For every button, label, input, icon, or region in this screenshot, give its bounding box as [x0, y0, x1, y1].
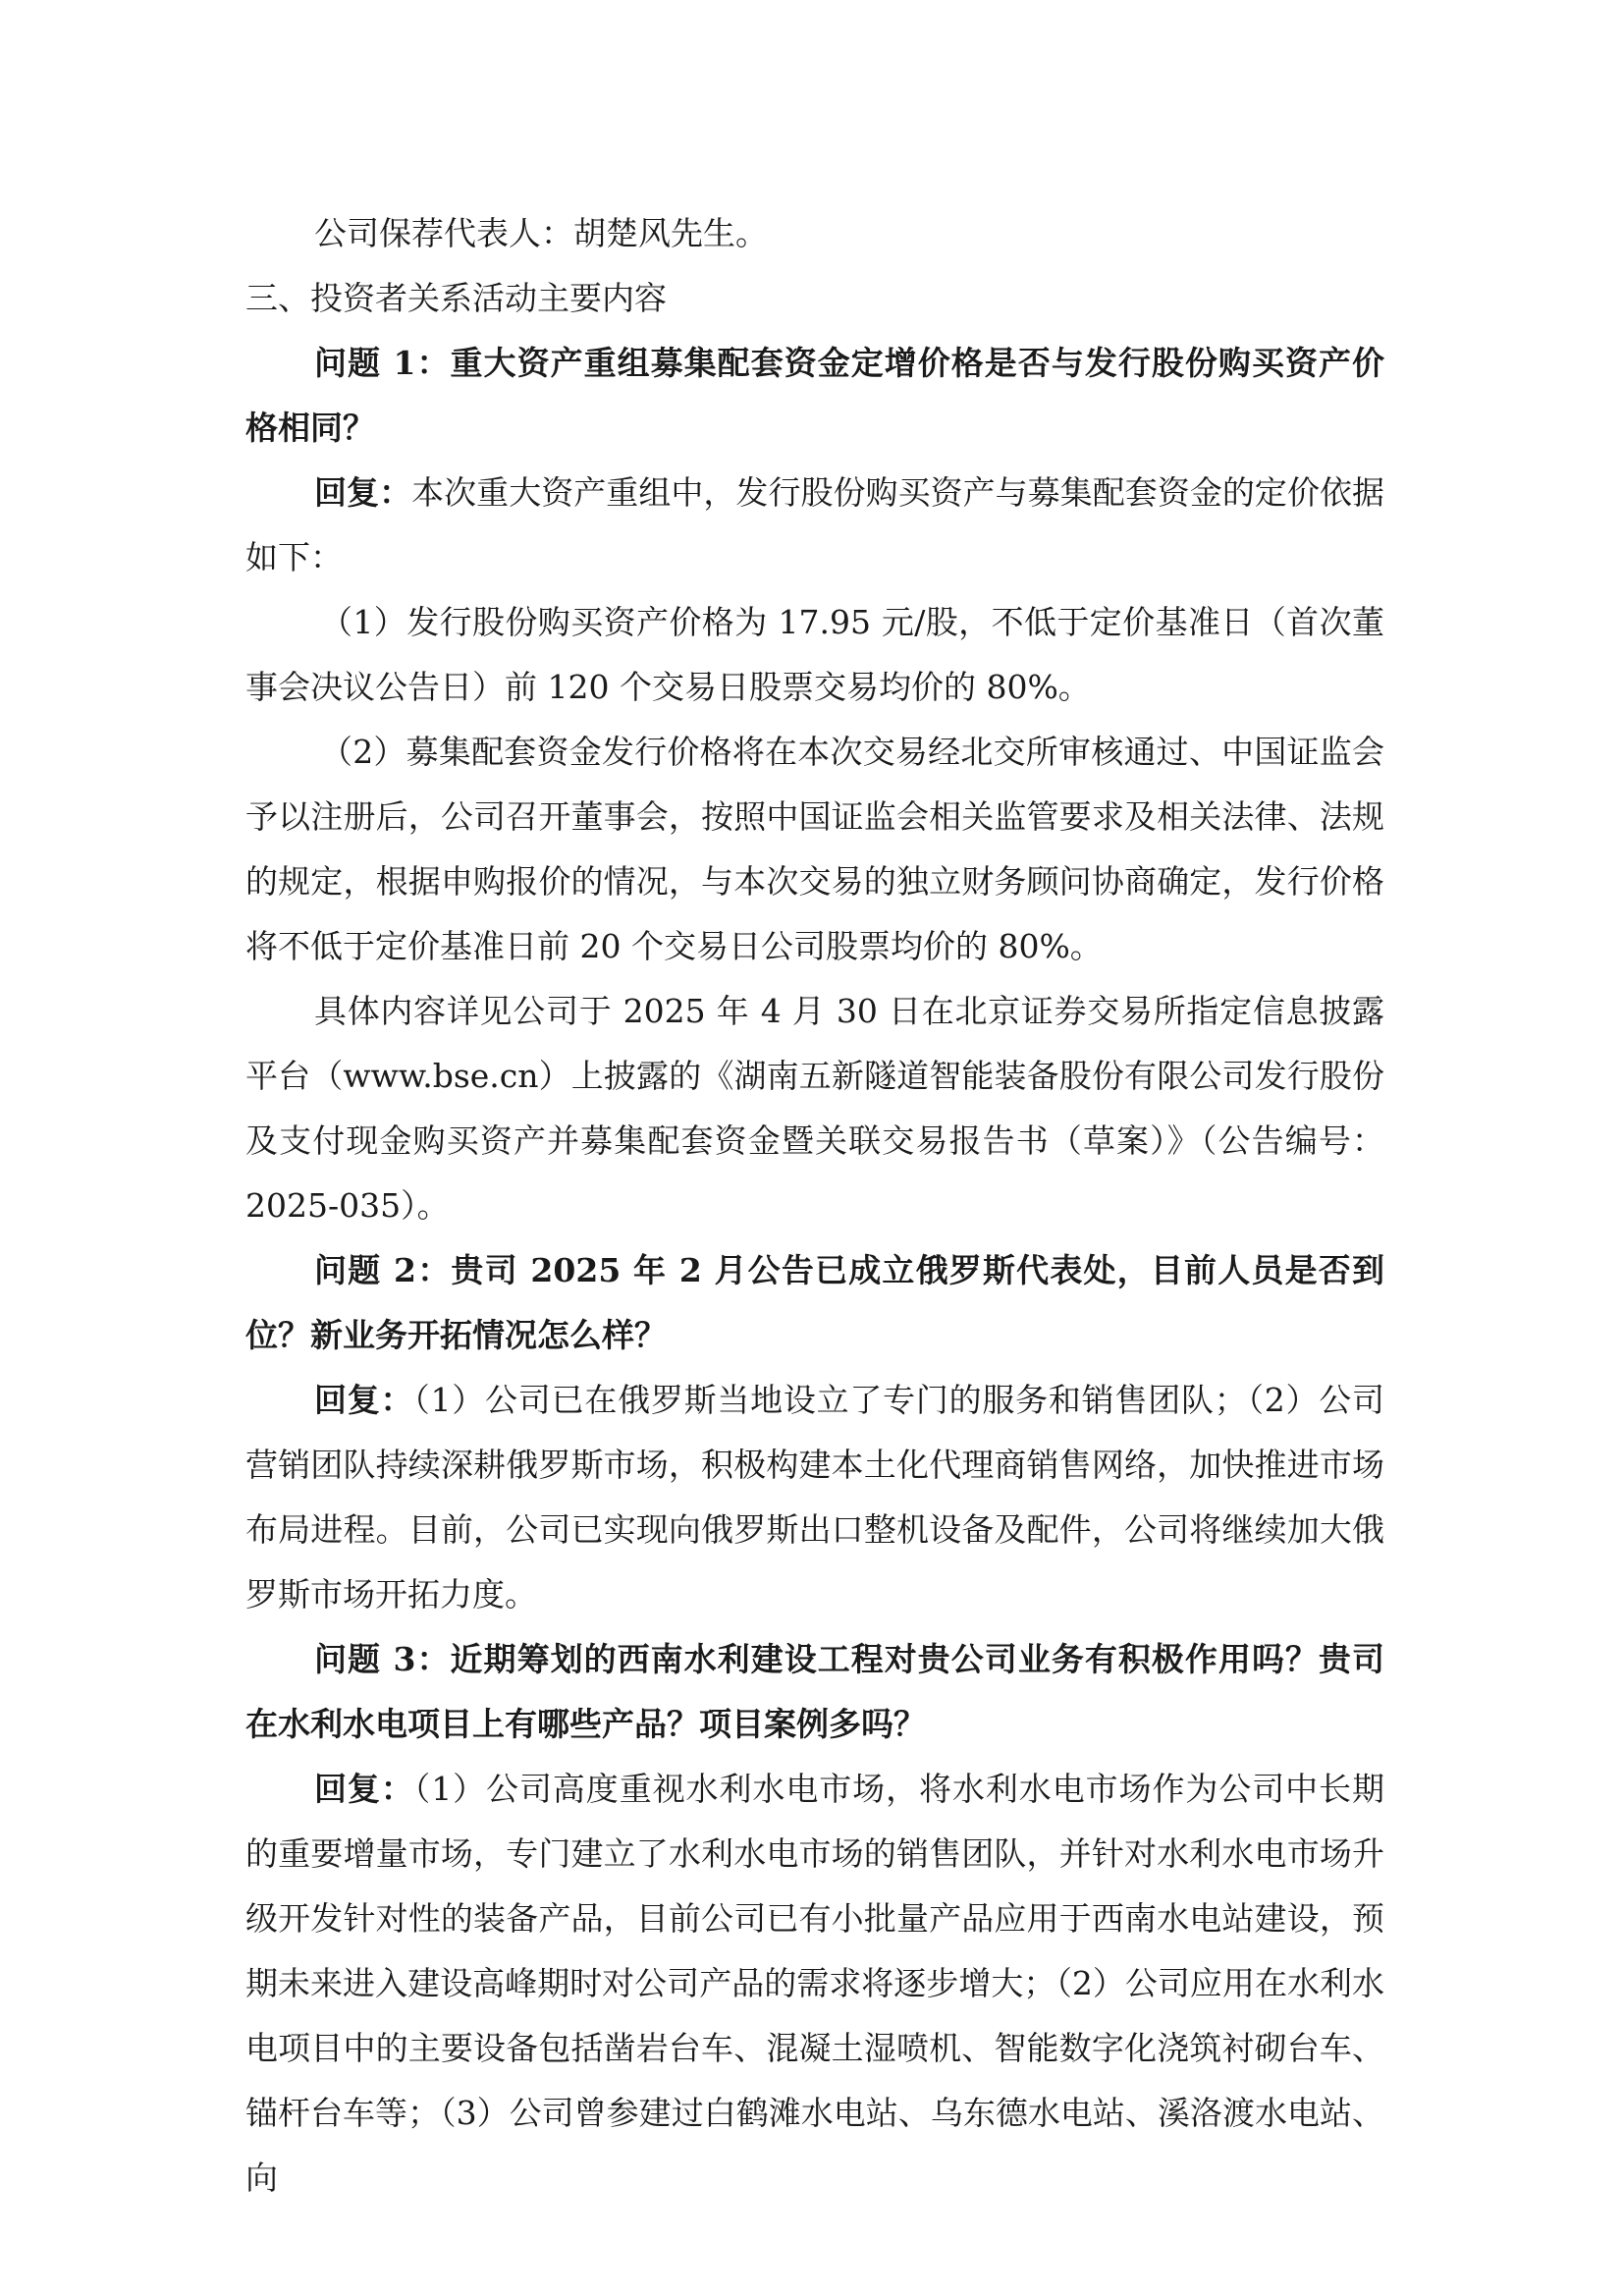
- reply-text: 本次重大资产重组中，发行股份购买资产与募集配套资金的定价依据如下：: [245, 473, 1384, 576]
- reply-1-item-1: （1）发行股份购买资产价格为 17.95 元/股，不低于定价基准日（首次董事会决议公告日）前 120 个交易日股票交易均价的 80%。: [245, 603, 1384, 706]
- question-2: 问题 2：贵司 2025 年 2 月公告已成立俄罗斯代表处，目前人员是否到位？新业务开拓情况怎么样？: [245, 1251, 1384, 1354]
- reply-label: 回复：: [314, 1381, 414, 1419]
- sponsor-line: 公司保荐代表人：胡楚风先生。: [314, 214, 768, 252]
- reply-1-item-2: （2）募集配套资金发行价格将在本次交易经北交所审核通过、中国证监会予以注册后，公司召开董事会，按照中国证监会相关监管要求及相关法律、法规的规定，根据申购报价的情况，与本次交易的独立财务顾问协商确定，发行价格将不低于定价基准日前 20 个交易日公司股票均价的 80%。: [245, 733, 1384, 965]
- document-page: [245, 201, 1384, 2211]
- reply-text: （1）公司高度重视水利水电市场，将水利水电市场作为公司中长期的重要增量市场，专门建立了水利水电市场的销售团队，并针对水利水电市场升级开发针对性的装备产品，目前公司已有小批量产品应用于西南水电站建设，预期未来进入建设高峰期时对公司产品的需求将逐步增大；（2）公司应用在水利水电项目中的主要设备包括凿岩台车、混凝土湿喷机、智能数字化浇筑衬砌台车、锚杆台车等；（3）公司曾参建过白鹤滩水电站、乌东德水电站、溪洛渡水电站、向: [245, 1770, 1384, 2197]
- question-1: 问题 1：重大资产重组募集配套资金定增价格是否与发行股份购买资产价格相同？: [245, 344, 1384, 447]
- reply-1: [245, 461, 1384, 590]
- question-3: 问题 3：近期筹划的西南水利建设工程对贵公司业务有积极作用吗？贵司在水利水电项目上有哪些产品？项目案例多吗？: [245, 1640, 1384, 1743]
- reply-2: [245, 1368, 1384, 1627]
- reply-text: （1）公司已在俄罗斯当地设立了专门的服务和销售团队；（2）公司营销团队持续深耕俄罗斯市场，积极构建本土化代理商销售网络，加快推进市场布局进程。目前，公司已实现向俄罗斯出口整机设备及配件，公司将继续加大俄罗斯市场开拓力度。: [245, 1381, 1384, 1613]
- reply-3: [245, 1757, 1384, 2211]
- section-title: 三、投资者关系活动主要内容: [245, 279, 667, 317]
- reply-label: 回复：: [314, 1770, 414, 1808]
- reply-1-note: 具体内容详见公司于 2025 年 4 月 30 日在北京证券交易所指定信息披露平台（www.bse.cn）上披露的《湖南五新隧道智能装备股份有限公司发行股份及支付现金购买资产并募集配套资金暨关联交易报告书（草案）》（公告编号：2025-035）。: [245, 992, 1384, 1225]
- reply-label: 回复：: [314, 473, 412, 512]
